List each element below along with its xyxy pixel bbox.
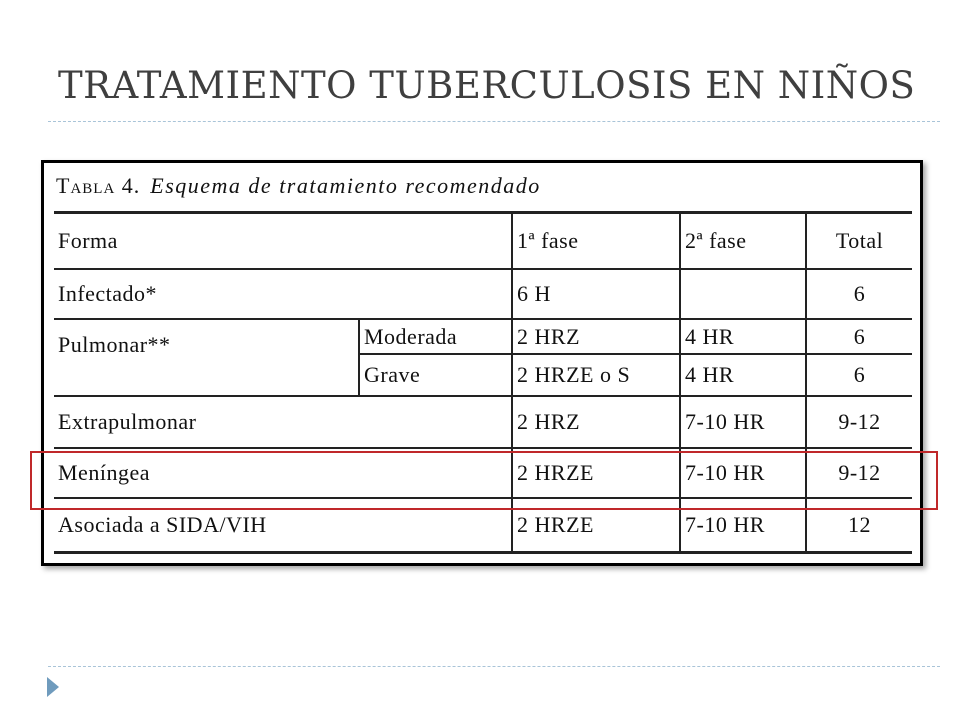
table-header-row [54, 213, 912, 270]
cell-total: 6 [806, 319, 912, 354]
cell-fase1: 2 HRZ [512, 396, 680, 448]
cell-total: 9-12 [806, 448, 912, 498]
cell-total: 12 [806, 498, 912, 553]
cell-fase1: 2 HRZE o S [512, 354, 680, 396]
cell-subforma: Moderada [359, 319, 512, 354]
footer-divider [48, 666, 940, 667]
table-row [54, 396, 912, 448]
cell-subforma: Grave [359, 354, 512, 396]
table-row [54, 319, 912, 354]
cell-fase2: 4 HR [680, 319, 806, 354]
cell-forma: Pulmonar** [54, 319, 359, 396]
cell-fase1: 2 HRZE [512, 498, 680, 553]
cell-fase2: 7-10 HR [680, 498, 806, 553]
table-row [54, 269, 912, 319]
table-caption-label: Tabla 4. [56, 173, 141, 198]
slide-title: TRATAMIENTO TUBERCULOSIS EN NIÑOS [58, 64, 916, 107]
cell-fase2: 4 HR [680, 354, 806, 396]
cell-forma: Infectado* [54, 269, 512, 319]
cell-fase2 [680, 269, 806, 319]
cell-fase2: 7-10 HR [680, 448, 806, 498]
cell-fase1: 6 H [512, 269, 680, 319]
cell-fase1: 2 HRZE [512, 448, 680, 498]
table-caption-text: Esquema de tratamiento recomendado [150, 173, 541, 198]
cell-forma: Asociada a SIDA/VIH [54, 498, 512, 553]
table-caption [56, 173, 541, 199]
title-divider [48, 121, 940, 122]
cell-forma: Extrapulmonar [54, 396, 512, 448]
header-total: Total [806, 213, 912, 270]
cell-fase1: 2 HRZ [512, 319, 680, 354]
cell-fase2: 7-10 HR [680, 396, 806, 448]
header-fase2: 2ª fase [680, 213, 806, 270]
triangle-bullet-icon [47, 677, 59, 697]
cell-total: 9-12 [806, 396, 912, 448]
header-forma: Forma [54, 213, 512, 270]
header-fase1: 1ª fase [512, 213, 680, 270]
cell-forma: Meníngea [54, 448, 512, 498]
cell-total: 6 [806, 354, 912, 396]
cell-total: 6 [806, 269, 912, 319]
highlight-box [30, 451, 938, 510]
